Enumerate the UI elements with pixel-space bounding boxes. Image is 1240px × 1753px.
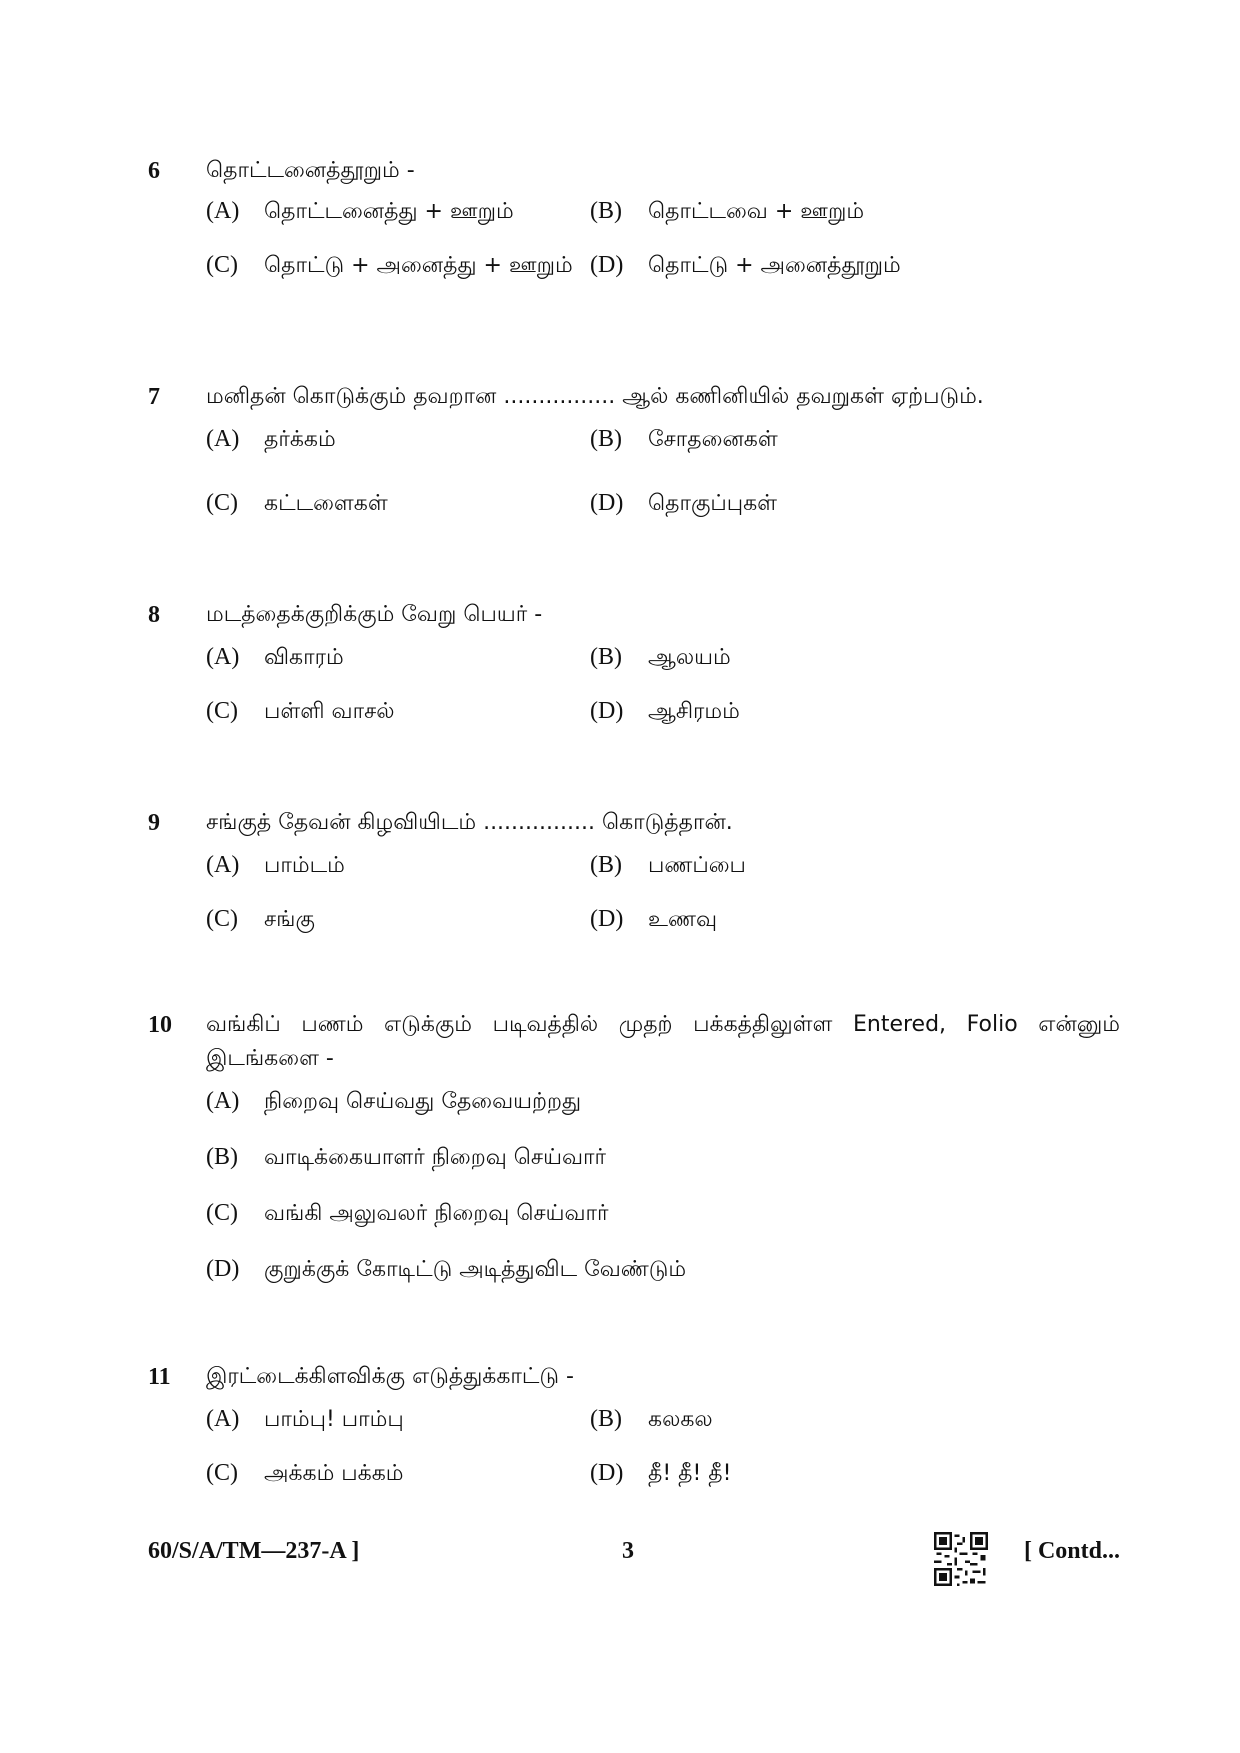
page-footer bbox=[148, 1532, 1120, 1576]
option-a: (A) நிறைவு செய்வது தேவையற்றது bbox=[206, 1088, 582, 1114]
option-b: (B) சோதனைகள் bbox=[590, 426, 778, 452]
option-b: (B) தொட்டவை + ஊறும் bbox=[590, 198, 865, 224]
continued-label: [ Contd... bbox=[1023, 1538, 1120, 1564]
option-a: (A) தொட்டனைத்து + ஊறும் bbox=[206, 198, 514, 224]
option-a: (A) பாம்டம் bbox=[206, 852, 345, 878]
option-c: (C) கட்டளைகள் bbox=[206, 490, 388, 516]
option-d: (D) தீ! தீ! தீ! bbox=[590, 1460, 732, 1486]
option-b: (B) கலகல bbox=[590, 1406, 713, 1432]
option-d: (D) குறுக்குக் கோடிட்டு அடித்துவிட வேண்டும் bbox=[206, 1256, 687, 1282]
question-number: 11 bbox=[148, 1364, 171, 1390]
question-text: சங்குத் தேவன் கிழவியிடம் ................ கொடுத்தான். bbox=[206, 810, 733, 835]
option-a: (A) விகாரம் bbox=[206, 644, 344, 670]
question-9 bbox=[148, 806, 1120, 944]
question-10 bbox=[148, 1008, 1120, 1306]
option-c: (C) சங்கு bbox=[206, 906, 315, 932]
question-text: வங்கிப் பணம் எடுக்கும் படிவத்தில் முதற் பக்கத்திலுள்ள Entered, Folio என்னும் இடங்களை - bbox=[206, 1012, 1120, 1071]
option-a: (A) பாம்பு! பாம்பு bbox=[206, 1406, 404, 1432]
paper-code: 60/S/A/TM—237-A ] bbox=[148, 1538, 360, 1564]
question-number: 9 bbox=[148, 810, 160, 836]
question-11 bbox=[148, 1360, 1120, 1498]
option-c: (C) வங்கி அலுவலர் நிறைவு செய்வார் bbox=[206, 1200, 609, 1226]
option-a: (A) தர்க்கம் bbox=[206, 426, 336, 452]
question-text: இரட்டைக்கிளவிக்கு எடுத்துக்காட்டு - bbox=[206, 1364, 574, 1389]
question-6 bbox=[148, 154, 1120, 292]
question-text: தொட்டனைத்தூறும் - bbox=[206, 158, 415, 183]
question-text: மனிதன் கொடுக்கும் தவறான ................ ஆல் கணினியில் தவறுகள் ஏற்படும். bbox=[206, 384, 984, 409]
option-c: (C) பள்ளி வாசல் bbox=[206, 698, 395, 724]
option-b: (B) வாடிக்கையாளர் நிறைவு செய்வார் bbox=[206, 1144, 606, 1170]
option-d: (D) தொகுப்புகள் bbox=[590, 490, 778, 516]
option-c: (C) தொட்டு + அனைத்து + ஊறும் bbox=[206, 252, 573, 278]
option-d: (D) ஆசிரமம் bbox=[590, 698, 740, 724]
option-b: (B) ஆலயம் bbox=[590, 644, 731, 670]
page-number: 3 bbox=[622, 1538, 634, 1564]
question-number: 10 bbox=[148, 1012, 172, 1038]
option-d: (D) தொட்டு + அனைத்தூறும் bbox=[590, 252, 901, 278]
question-number: 6 bbox=[148, 158, 160, 184]
question-number: 7 bbox=[148, 384, 160, 410]
qr-code-icon bbox=[934, 1532, 988, 1586]
option-c: (C) அக்கம் பக்கம் bbox=[206, 1460, 404, 1486]
option-d: (D) உணவு bbox=[590, 906, 718, 932]
question-text: மடத்தைக்குறிக்கும் வேறு பெயர் - bbox=[206, 602, 543, 627]
option-b: (B) பணப்பை bbox=[590, 852, 746, 878]
question-number: 8 bbox=[148, 602, 160, 628]
question-8 bbox=[148, 598, 1120, 736]
question-7 bbox=[148, 380, 1120, 524]
